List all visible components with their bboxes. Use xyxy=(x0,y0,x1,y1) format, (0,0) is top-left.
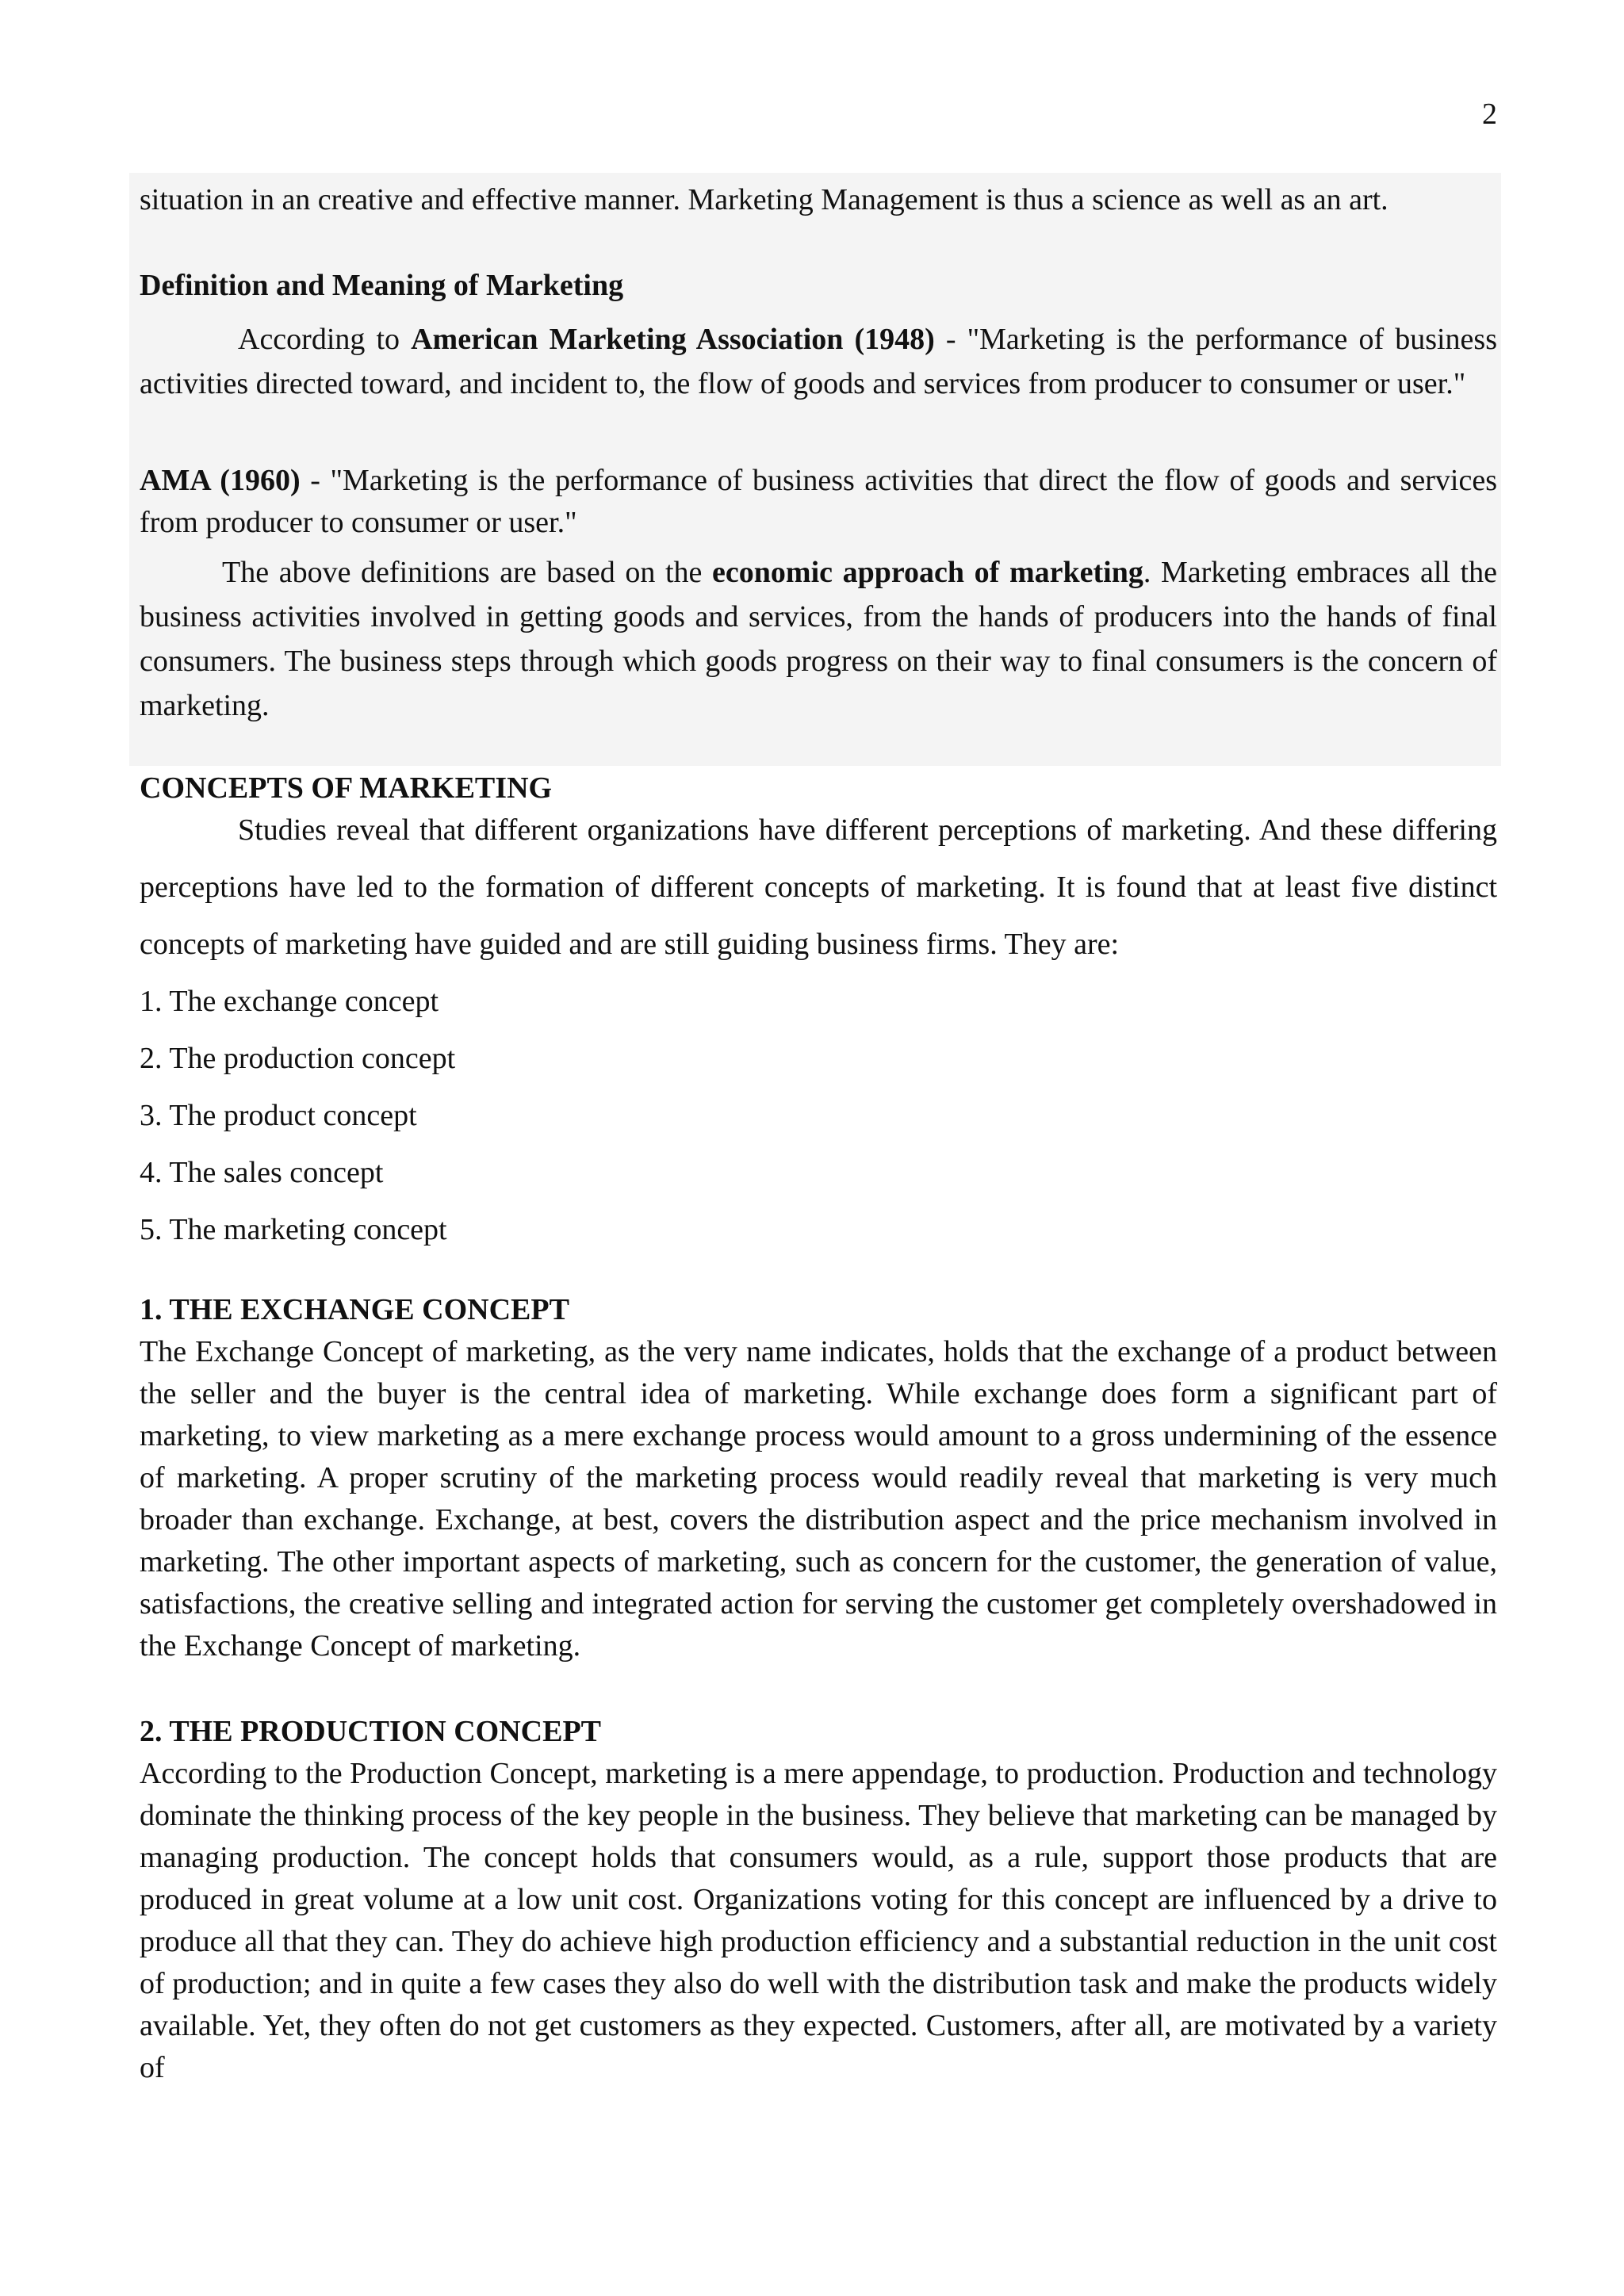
list-item: 3. The product concept xyxy=(140,1099,417,1132)
production-section xyxy=(140,1711,1497,2089)
list-item: 1. The exchange concept xyxy=(140,985,439,1018)
concepts-intro: Studies reveal that different organizations have different perceptions of marketing. And these differing perceptions have led to the formation of different concepts of marketing. It is found that at least five distinct concepts of marketing have guided and are still guiding business firms. They are: xyxy=(140,813,1497,961)
intro-paragraph: situation in an creative and effective manner. Marketing Management is thus a science as well as an art. xyxy=(140,183,1388,216)
summary-text: . Marketing embraces all the business activities involved in getting goods and services, from the hands of producers into the hands of final consumers. The business steps through which goods progress on their way to final consumers is the concern of marketing. xyxy=(140,556,1497,722)
production-heading: 2. THE PRODUCTION CONCEPT xyxy=(140,1715,602,1748)
ama-1960-section xyxy=(140,460,1497,544)
ama-1948-lead: According to xyxy=(238,323,412,356)
concepts-list xyxy=(140,973,1497,1258)
exchange-body: The Exchange Concept of marketing, as the very name indicates, holds that the exchange of a product between the seller and the buyer is the central idea of marketing. While exchange does form a significant part of marketing, to view marketing as a mere exchange process would amount to a gross undermining of the essence of marketing. A proper scrutiny of the marketing process would readily reveal that marketing is very much broader than exchange. Exchange, at best, covers the distribution aspect and the price mechanism involved in marketing. The other important aspects of marketing, such as concern for the customer, the generation of value, satisfactions, the creative selling and integrated action for serving the customer get completely overshadowed in the Exchange Concept of marketing. xyxy=(140,1335,1497,1663)
summary-paragraph xyxy=(140,550,1497,728)
definition-heading-wrap xyxy=(140,265,1497,307)
list-item: 4. The sales concept xyxy=(140,1156,384,1189)
list-item: 2. The production concept xyxy=(140,1042,456,1075)
intro-section xyxy=(140,179,1497,221)
ama-1948-text: - "Marketing is the performance of business activities directed toward, and incident to, the flow of goods and services from producer to consumer or user." xyxy=(140,323,1498,400)
exchange-heading: 1. THE EXCHANGE CONCEPT xyxy=(140,1293,569,1326)
concepts-section xyxy=(140,767,1497,1258)
list-item: 5. The marketing concept xyxy=(140,1213,447,1246)
page-number: 2 xyxy=(1482,98,1497,131)
ama-1948-source: American Marketing Association (1948) xyxy=(411,323,935,356)
summary-emphasis: economic approach of marketing xyxy=(712,556,1143,589)
exchange-section xyxy=(140,1289,1497,1667)
ama-1948-paragraph xyxy=(140,317,1497,406)
ama-1948-section xyxy=(140,317,1497,406)
summary-section xyxy=(140,550,1497,728)
ama-1960-paragraph xyxy=(140,460,1497,544)
concepts-heading: CONCEPTS OF MARKETING xyxy=(140,771,553,805)
production-body: According to the Production Concept, marketing is a mere appendage, to production. Production and technology dominate the thinking process of the key people in the business. They believe that marketing can be managed by managing production. The concept holds that consumers would, as a rule, support those products that are produced in great volume at a low unit cost. Organizations voting for this concept are influenced by a drive to produce all that they can. They do achieve high production efficiency and a substantial reduction in the unit cost of production; and in quite a few cases they also do well with the distribution task and make the products widely available. Yet, they often do not get customers as they expected. Customers, after all, are motivated by a variety of xyxy=(140,1757,1497,2084)
ama-1960-text: - "Marketing is the performance of business activities that direct the flow of goods and services from producer to consumer or user." xyxy=(140,464,1497,539)
ama-1960-source: AMA (1960) xyxy=(140,464,301,497)
definition-heading: Definition and Meaning of Marketing xyxy=(140,269,624,302)
summary-lead: The above definitions are based on the xyxy=(222,556,713,589)
